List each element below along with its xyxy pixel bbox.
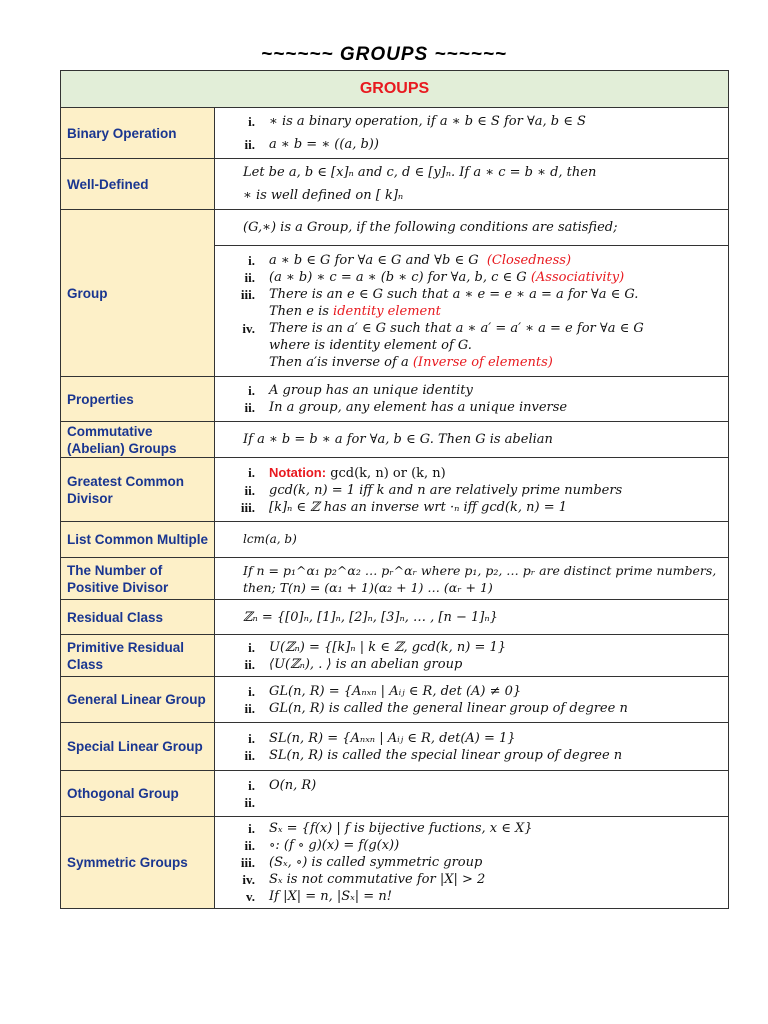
list-item: i. SL(n, R) = {Aₙₓₙ | Aᵢⱼ ∈ R, det(A) = 1} xyxy=(248,730,516,746)
row-content-symmetric-groups xyxy=(215,817,729,909)
row-label-gcd: Greatest Common Divisor xyxy=(61,458,215,522)
list-item: ii. GL(n, R) is called the general linear group of degree n xyxy=(244,700,628,716)
row-content-binary-operation xyxy=(215,108,729,159)
table-row xyxy=(61,677,729,723)
list-item: ii. ∘: (f ∘ g)(x) = f(g(x)) xyxy=(244,838,400,853)
table-row xyxy=(61,422,729,458)
list-item: ii. In a group, any element has a unique inverse xyxy=(244,400,568,415)
list-item: i. O(n, R) xyxy=(248,777,317,793)
row-label-binary-operation: Binary Operation xyxy=(61,108,215,159)
row-label-orthogonal-group: Othogonal Group xyxy=(61,771,215,817)
row-label-symmetric-groups: Symmetric Groups xyxy=(61,817,215,909)
table-row xyxy=(61,558,729,600)
list-item: i. ∗ is a binary operation, if a ∗ b ∈ S for ∀a, b ∈ S xyxy=(248,114,586,129)
table-row xyxy=(61,771,729,817)
list-item: ii. ⟨U(ℤₙ), . ⟩ is an abelian group xyxy=(244,656,463,672)
row-label-properties: Properties xyxy=(61,377,215,422)
table-row xyxy=(61,817,729,909)
row-label-group: Group xyxy=(61,210,215,377)
table-header: GROUPS xyxy=(61,71,729,108)
list-item: iii. (Sₓ, ∘) is called symmetric group xyxy=(240,855,483,870)
group-intro: (G,∗) is a Group, if the following conditions are satisfied; xyxy=(215,210,729,246)
list-item: iv. Sₓ is not commutative for |X| > 2 xyxy=(242,872,486,887)
table-row xyxy=(61,600,729,635)
list-item: iii. [k]ₙ ∈ ℤ has an inverse wrt ·ₙ iff gcd(k, n) = 1 xyxy=(240,499,568,515)
row-content-general-linear-group xyxy=(215,677,729,723)
table-row xyxy=(61,635,729,677)
row-label-well-defined: Well-Defined xyxy=(61,159,215,210)
list-item: ii. SL(n, R) is called the special linear group of degree n xyxy=(244,747,623,763)
row-label-primitive-residual-class: Primitive Residual Class xyxy=(61,635,215,677)
table-row xyxy=(61,210,729,246)
groups-table xyxy=(60,70,729,909)
row-content-group: i. a ∗ b ∈ G for ∀a ∈ G and ∀b ∈ G (Closedness) ii. (a ∗ b) ∗ c = a ∗ (b ∗ c) for ∀a, b, c ∈ G (Associativity) iii. There is an e ∈ G such that a ∗ e = e ∗ a = a for ∀a ∈ G. Then e is identity element iv. There is an a′ ∈ G such that a ∗ a′ = a′ ∗ a = e for ∀a ∈ G where is identity element of G. Then a′is inverse of a (Inverse of elements) xyxy=(215,246,729,377)
row-label-general-linear-group: General Linear Group xyxy=(61,677,215,723)
row-content-commutative-groups: If a ∗ b = b ∗ a for ∀a, b ∈ G. Then G is abelian xyxy=(215,422,729,458)
row-label-positive-divisor: The Number of Positive Divisor xyxy=(61,558,215,600)
table-row xyxy=(61,108,729,159)
list-item: v. If |X| = n, |Sₓ| = n! xyxy=(245,889,392,904)
row-content-special-linear-group xyxy=(215,723,729,771)
row-content-gcd xyxy=(215,458,729,522)
row-label-residual-class: Residual Class xyxy=(61,600,215,635)
list-item: i. Notation: gcd(k, n) or (k, n) xyxy=(248,464,446,481)
row-label-lcm: List Common Multiple xyxy=(61,522,215,558)
list-item: ii. xyxy=(244,794,255,810)
row-content-positive-divisor: If n = p₁^α₁ p₂^α₂ … pᵣ^αᵣ where p₁, p₂, … pᵣ are distinct prime numbers, then; T(n) = (α₁ + 1)(α₂ + 1) … (αᵣ + 1) xyxy=(215,558,729,600)
list-item: ii. a ∗ b = ∗ ((a, b)) xyxy=(244,137,379,152)
row-content-residual-class: ℤₙ = {[0]ₙ, [1]ₙ, [2]ₙ, [3]ₙ, … , [n − 1]ₙ} xyxy=(215,600,729,635)
table-row xyxy=(61,159,729,210)
row-label-special-linear-group: Special Linear Group xyxy=(61,723,215,771)
table-row xyxy=(61,522,729,558)
list-item: iv. There is an a′ ∈ G such that a ∗ a′ = a′ ∗ a = e for ∀a ∈ G xyxy=(242,320,644,336)
table-row xyxy=(61,377,729,422)
row-content-properties xyxy=(215,377,729,422)
row-label-commutative-groups: Commutative (Abelian) Groups xyxy=(61,422,215,458)
list-item: iii. There is an e ∈ G such that a ∗ e = e ∗ a = a for ∀a ∈ G. xyxy=(240,286,639,302)
document-title: ~~~~~~ GROUPS ~~~~~~ xyxy=(260,44,508,65)
row-content-primitive-residual-class xyxy=(215,635,729,677)
list-item: i. A group has an unique identity xyxy=(248,383,473,398)
table-row xyxy=(61,723,729,771)
table-header-row xyxy=(61,71,729,108)
table-row xyxy=(61,458,729,522)
list-item: i. U(ℤₙ) = {[k]ₙ | k ∈ ℤ, gcd(k, n) = 1} xyxy=(248,639,507,655)
row-content-orthogonal-group xyxy=(215,771,729,817)
list-item: ii. (a ∗ b) ∗ c = a ∗ (b ∗ c) for ∀a, b, c ∈ G (Associativity) xyxy=(244,269,625,285)
list-item: i. a ∗ b ∈ G for ∀a ∈ G and ∀b ∈ G (Closedness) xyxy=(248,252,572,268)
list-item: ii. gcd(k, n) = 1 iff k and n are relatively prime numbers xyxy=(244,482,623,498)
row-content-lcm: lcm(a, b) xyxy=(215,522,729,558)
list-item: i. GL(n, R) = {Aₙₓₙ | Aᵢⱼ ∈ R, det (A) ≠ 0} xyxy=(248,683,522,699)
list-item: i. Sₓ = {f(x) | f is bijective fuctions, x ∈ X} xyxy=(248,821,533,836)
row-content-well-defined: Let be a, b ∈ [x]ₙ and c, d ∈ [y]ₙ. If a ∗ c = b ∗ d, then ∗ is well defined on [ k]ₙ xyxy=(215,159,729,210)
